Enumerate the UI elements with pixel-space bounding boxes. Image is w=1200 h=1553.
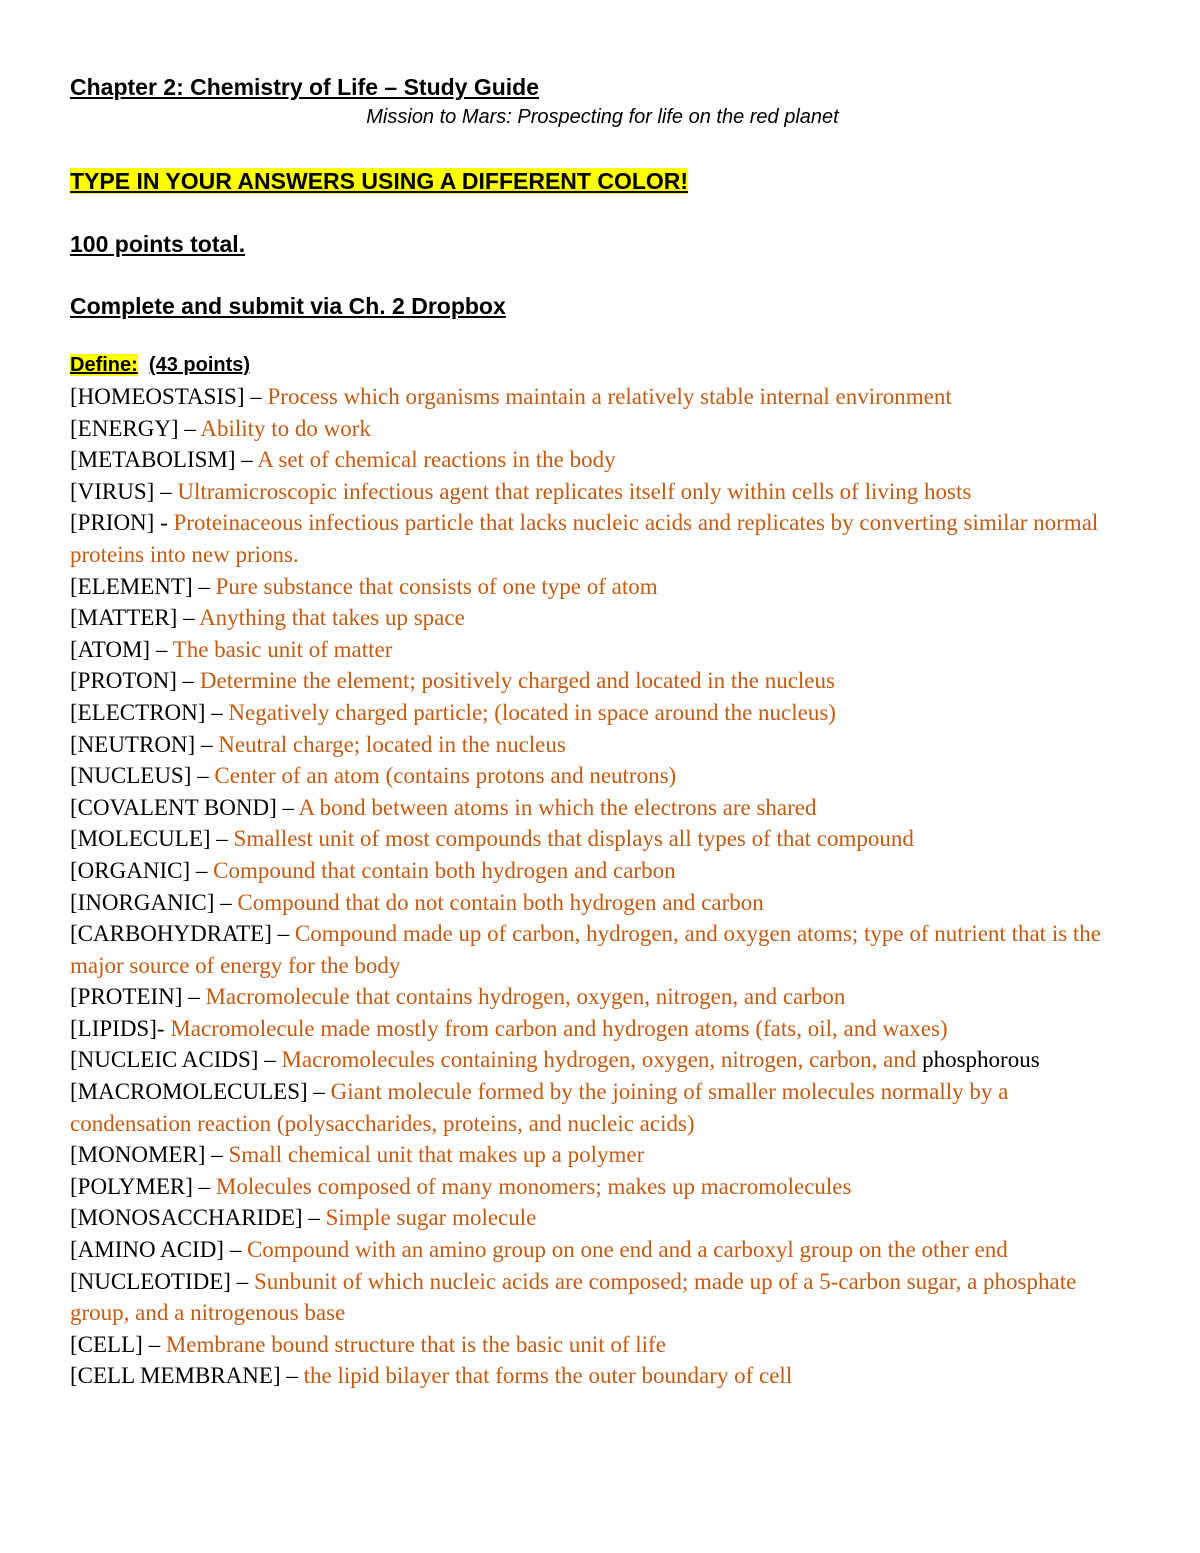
definition-item (70, 413, 1135, 445)
definition-answer: the lipid bilayer that forms the outer boundary of cell (303, 1363, 793, 1389)
definition-separator: – (302, 1205, 326, 1231)
definition-tail: phosphorous (916, 1047, 1040, 1073)
definition-item (70, 1234, 1135, 1266)
definition-separator: – (205, 1142, 229, 1168)
definition-item (70, 729, 1135, 761)
definition-separator: – (142, 1331, 166, 1357)
definition-term: [CELL MEMBRANE] (70, 1363, 281, 1389)
definition-item (70, 381, 1135, 413)
definition-term: [PRION] (70, 510, 155, 536)
definition-separator: – (182, 984, 206, 1010)
definition-answer: Membrane bound structure that is the basic unit of life (165, 1331, 666, 1357)
definition-separator: – (307, 1079, 331, 1105)
definition-term: [AMINO ACID] (70, 1237, 224, 1263)
definition-separator: - (154, 510, 174, 536)
definition-item (70, 981, 1135, 1013)
definition-item (70, 1139, 1135, 1171)
definition-term: [NUCLEIC ACIDS] (70, 1047, 259, 1073)
definition-separator: - (156, 1015, 171, 1041)
definition-term: [MONOSACCHARIDE] (70, 1205, 303, 1231)
definition-separator: – (276, 794, 299, 820)
definition-item (70, 855, 1135, 887)
definition-item (70, 571, 1135, 603)
definition-term: [PROTEIN] (70, 984, 183, 1010)
definition-answer: Simple sugar molecule (325, 1205, 537, 1231)
definition-separator: – (214, 889, 238, 915)
define-heading (70, 351, 1135, 379)
definition-answer: Neutral charge; located in the nucleus (218, 731, 566, 757)
definition-item (70, 476, 1135, 508)
definition-term: [MATTER] (70, 605, 178, 631)
definition-term: [MACROMOLECULES] (70, 1079, 308, 1105)
definition-answer: The basic unit of matter (172, 636, 393, 662)
definition-answer: Molecules composed of many monomers; makes up macromolecules (215, 1173, 852, 1199)
definition-item (70, 665, 1135, 697)
definition-item (70, 887, 1135, 919)
document-subtitle: Mission to Mars: Prospecting for life on the red planet (366, 106, 839, 128)
document-title: Chapter 2: Chemistry of Life – Study Guide (70, 74, 540, 100)
definition-answer: Pure substance that consists of one type of atom (215, 573, 658, 599)
definition-term: [CELL] (70, 1331, 143, 1357)
definition-term: [ELECTRON] (70, 699, 206, 725)
definition-answer: Giant molecule formed by the joining of smaller molecules normally by a condensation reaction (polysaccharides, proteins, and nucleic acids) (70, 1079, 1009, 1136)
definition-answer: Macromolecules containing hydrogen, oxygen, nitrogen, carbon, and (281, 1047, 917, 1073)
define-label: Define: (70, 354, 138, 376)
definition-item (70, 1013, 1135, 1045)
definition-answer: Compound made up of carbon, hydrogen, and oxygen atoms; type of nutrient that is the major source of energy for the body (70, 921, 1102, 978)
definition-separator: – (195, 731, 219, 757)
definition-separator: – (223, 1237, 247, 1263)
definition-separator: – (244, 384, 268, 409)
definition-answer: Process which organisms maintain a relatively stable internal environment (267, 384, 952, 409)
definition-item (70, 634, 1135, 666)
definition-separator: – (210, 826, 234, 852)
definition-term: [NUCLEOTIDE] (70, 1268, 231, 1294)
definition-item (70, 1202, 1135, 1234)
definition-answer: Macromolecule that contains hydrogen, oxygen, nitrogen, and carbon (205, 984, 846, 1010)
definition-answer: Ability to do work (200, 415, 371, 441)
definition-answer: Compound with an amino group on one end and a carboxyl group on the other end (246, 1237, 1008, 1263)
definition-term: [PROTON] (70, 668, 177, 694)
definition-term: [LIPIDS] (70, 1015, 157, 1041)
definition-item (70, 1044, 1135, 1076)
definition-answer: Sunbunit of which nucleic acids are composed; made up of a 5-carbon sugar, a phosphate group, and a nitrogenous base (70, 1268, 1077, 1326)
definition-separator: – (154, 478, 178, 504)
definition-separator: – (235, 447, 258, 473)
definition-answer: A set of chemical reactions in the body (257, 447, 616, 473)
definition-term: [CARBOHYDRATE] (70, 921, 272, 947)
definition-item (70, 1171, 1135, 1203)
definition-term: [HOMEOSTASIS] (70, 384, 245, 409)
definition-separator: – (191, 763, 215, 789)
definition-item (70, 918, 1135, 981)
definition-answer: Ultramicroscopic infectious agent that replicates itself only within cells of living hosts (177, 478, 972, 504)
definition-term: [INORGANIC] (70, 889, 215, 915)
definition-term: [MONOMER] (70, 1142, 206, 1168)
definition-item (70, 1266, 1135, 1329)
definition-item (70, 760, 1135, 792)
definition-separator: – (176, 668, 200, 694)
definition-answer: Determine the element; positively charged and located in the nucleus (199, 668, 835, 694)
definition-item (70, 444, 1135, 476)
definition-answer: Proteinaceous infectious particle that lacks nucleic acids and replicates by converting similar normal proteins into new prions. (70, 510, 1099, 567)
instruction-text: TYPE IN YOUR ANSWERS USING A DIFFERENT COLOR! (70, 168, 689, 194)
definition-term: [ATOM] (70, 636, 151, 662)
submit-note: Complete and submit via Ch. 2 Dropbox (70, 293, 506, 319)
definition-separator: – (150, 636, 173, 662)
define-points: (43 points) (148, 354, 251, 376)
definition-separator: – (258, 1047, 282, 1073)
definition-item (70, 697, 1135, 729)
definition-item (70, 1076, 1135, 1139)
definition-term: [MOLECULE] (70, 826, 211, 852)
document-page (70, 70, 1135, 1392)
points-total: 100 points total. (70, 231, 246, 257)
definition-term: [COVALENT BOND] (70, 794, 277, 820)
definition-term: [NEUTRON] (70, 731, 196, 757)
definition-term: [POLYMER] (70, 1173, 193, 1199)
definition-term: [VIRUS] (70, 478, 155, 504)
definition-item (70, 507, 1135, 570)
definition-item (70, 1360, 1135, 1392)
definition-separator: – (192, 1173, 216, 1199)
definition-separator: – (205, 699, 229, 725)
definition-item (70, 823, 1135, 855)
definition-separator: – (178, 415, 201, 441)
definition-answer: Smallest unit of most compounds that displays all types of that compound (233, 826, 914, 852)
definition-term: [NUCLEUS] (70, 763, 192, 789)
definition-answer: Anything that takes up space (199, 605, 465, 631)
definition-item (70, 792, 1135, 824)
definition-term: [ENERGY] (70, 415, 179, 441)
definition-term: [ELEMENT] (70, 573, 193, 599)
definition-item (70, 602, 1135, 634)
definition-separator: – (230, 1268, 254, 1294)
definition-separator: – (190, 857, 214, 883)
instruction-banner (70, 164, 1135, 198)
definition-answer: Compound that do not contain both hydrogen and carbon (237, 889, 764, 915)
definition-item (70, 1329, 1135, 1361)
definition-answer: A bond between atoms in which the electrons are shared (298, 794, 817, 820)
definition-answer: Small chemical unit that makes up a polymer (228, 1142, 645, 1168)
definition-separator: – (177, 605, 200, 631)
definitions-list (70, 381, 1135, 1392)
definition-answer: Compound that contain both hydrogen and carbon (213, 857, 676, 883)
definition-term: [ORGANIC] (70, 857, 191, 883)
definition-separator: – (271, 921, 295, 947)
definition-separator: – (192, 573, 216, 599)
definition-answer: Macromolecule made mostly from carbon and hydrogen atoms (fats, oil, and waxes) (170, 1015, 948, 1041)
definition-answer: Center of an atom (contains protons and neutrons) (214, 763, 677, 789)
definition-separator: – (280, 1363, 304, 1389)
definition-term: [METABOLISM] (70, 447, 236, 473)
definition-answer: Negatively charged particle; (located in space around the nucleus) (228, 699, 836, 725)
